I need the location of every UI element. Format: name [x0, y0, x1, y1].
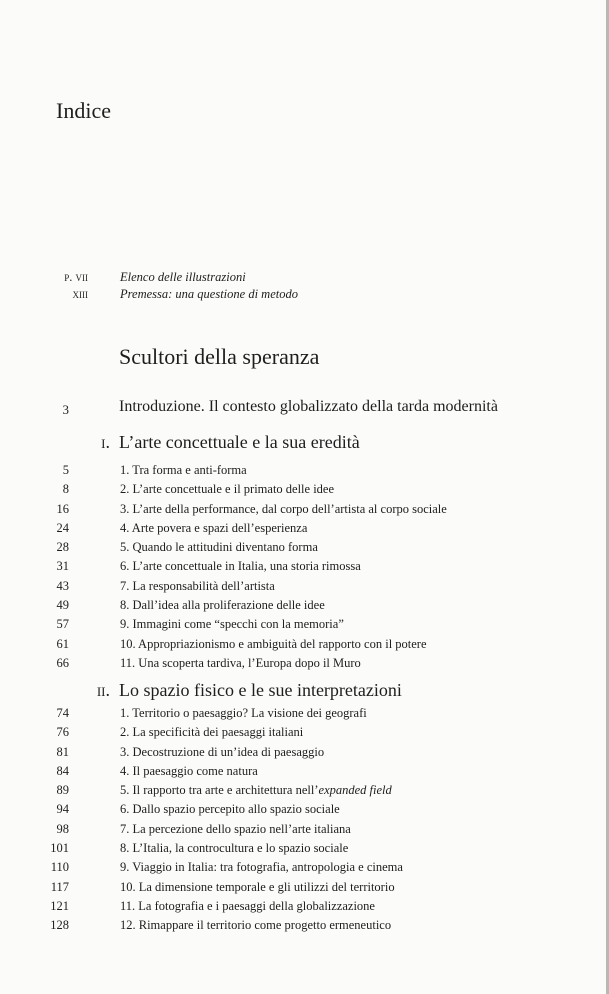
entry-title: [120, 725, 303, 740]
page-number: 121: [50, 898, 69, 913]
toc-entry[interactable]: [0, 859, 609, 878]
entry-title: [120, 521, 307, 536]
front-matter-row[interactable]: [0, 287, 609, 305]
page-number: 8: [62, 482, 69, 497]
entry-title: [120, 880, 395, 895]
toc-entry[interactable]: [0, 481, 609, 500]
entry-title: [120, 559, 361, 574]
page-number: 76: [56, 725, 69, 740]
toc-entry[interactable]: [0, 462, 609, 481]
entry-title-text: 9. Viaggio in Italia: tra fotografia, antropologia e cinema: [120, 860, 403, 875]
page-number: 101: [50, 841, 69, 856]
entry-title: [120, 502, 447, 517]
toc-entry[interactable]: [0, 539, 609, 558]
toc-entry[interactable]: [0, 520, 609, 539]
entry-title-text: 9. Immagini come “specchi con la memoria”: [120, 617, 344, 632]
chapter-title: L’arte concettuale e la sua eredità: [119, 432, 360, 452]
chapter-number: ii.: [96, 680, 110, 700]
page-number: 57: [56, 617, 69, 632]
page-number: 43: [56, 578, 69, 593]
entry-title: [120, 463, 247, 478]
entry-title: Elenco delle illustrazioni: [120, 270, 246, 284]
entry-title-italic: expanded field: [318, 783, 392, 798]
entry-title-text: 3. Decostruzione di un’idea di paesaggio: [120, 744, 325, 759]
entry-title-text: 10. La dimensione temporale e gli utilizzi del territorio: [120, 879, 395, 894]
page-number: 89: [56, 783, 69, 798]
toc-entry[interactable]: [0, 898, 609, 917]
page-number: 128: [50, 918, 69, 933]
entry-title: [120, 598, 325, 613]
entry-title-text: 11. Una scoperta tardiva, l’Europa dopo il Muro: [120, 655, 361, 670]
page-number: 84: [56, 763, 69, 778]
page-number: 98: [56, 821, 69, 836]
entry-title-text: 1. Territorio o paesaggio? La visione dei geografi: [120, 706, 367, 720]
toc-entry[interactable]: [0, 724, 609, 743]
page-number: 81: [56, 744, 69, 759]
chapter-entries: [0, 705, 609, 937]
page-number: 61: [56, 636, 69, 651]
toc-entry[interactable]: [0, 636, 609, 655]
page-number: 31: [56, 559, 69, 574]
entry-title: [120, 764, 258, 779]
page-number: 5: [62, 463, 69, 477]
toc-entry[interactable]: [0, 578, 609, 597]
front-matter-row[interactable]: [0, 270, 609, 288]
toc-entry[interactable]: [0, 782, 609, 801]
page-title: Indice: [56, 98, 111, 123]
entry-title-text: 6. Dallo spazio percepito allo spazio sociale: [120, 802, 340, 817]
toc-entry[interactable]: [0, 744, 609, 763]
toc-entry[interactable]: [0, 879, 609, 898]
toc-entry[interactable]: [0, 917, 609, 936]
entry-title: [120, 617, 344, 632]
entry-title-text: 3. L’arte della performance, dal corpo dell’artista al corpo sociale: [120, 501, 447, 516]
entry-title-text: 10. Appropriazionismo e ambiguità del rapporto con il potere: [120, 636, 427, 651]
chapter-number: i.: [101, 432, 110, 452]
entry-title: [120, 783, 392, 798]
toc-entry[interactable]: [0, 705, 609, 724]
toc-entry[interactable]: [0, 840, 609, 859]
entry-title-text: 7. La responsabilità dell’artista: [120, 578, 275, 593]
entry-title-text: 6. L’arte concettuale in Italia, una storia rimossa: [120, 559, 361, 574]
page-number: 110: [50, 860, 69, 875]
toc-entry[interactable]: [0, 801, 609, 820]
page-number: 49: [56, 598, 69, 613]
entry-title: Premessa: una questione di metodo: [120, 287, 298, 301]
entry-title: [120, 841, 348, 856]
toc-entry[interactable]: [0, 616, 609, 635]
page-number: 94: [56, 802, 69, 817]
entry-title-text: 4. Arte povera e spazi dell’esperienza: [120, 520, 308, 535]
entry-title-text: 5. Quando le attitudini diventano forma: [120, 540, 318, 555]
toc-entry[interactable]: [0, 821, 609, 840]
entry-title-text: 4. Il paesaggio come natura: [120, 763, 258, 778]
page-number: 28: [56, 540, 69, 555]
toc-entry[interactable]: [0, 558, 609, 577]
page-number: 66: [56, 655, 69, 670]
page-number: 74: [56, 706, 69, 720]
page-number: 24: [56, 520, 69, 535]
entry-title-text: 5. Il rapporto tra arte e architettura nell’: [120, 783, 319, 798]
page-number: xiii: [72, 287, 88, 301]
entry-title-text: 1. Tra forma e anti-forma: [120, 463, 247, 477]
entry-title: [120, 802, 340, 817]
entry-title: [120, 706, 367, 721]
entry-title: [120, 482, 334, 497]
toc-entry[interactable]: [0, 655, 609, 674]
chapter-entries: [0, 462, 609, 674]
entry-title: [120, 656, 361, 671]
toc-entry[interactable]: [0, 597, 609, 616]
page-number: 117: [50, 879, 69, 894]
entry-title: [120, 860, 403, 875]
entry-title: [120, 579, 275, 594]
entry-title-text: 8. L’Italia, la controcultura e lo spazio sociale: [120, 841, 349, 856]
entry-title: [120, 637, 427, 652]
entry-title: [120, 918, 391, 933]
page-number: 3: [62, 402, 69, 417]
entry-title-text: 7. La percezione dello spazio nell’arte italiana: [120, 821, 351, 836]
entry-title-text: 2. La specificità dei paesaggi italiani: [120, 725, 304, 740]
page-number: p. vii: [64, 270, 88, 284]
entry-title-text: 12. Rimappare il territorio come progetto ermeneutico: [120, 918, 392, 933]
section-title: Scultori della speranza: [119, 344, 320, 369]
entry-title: [120, 822, 351, 837]
entry-title: [120, 899, 375, 914]
entry-title: [120, 540, 318, 555]
toc-entry[interactable]: [0, 501, 609, 520]
entry-title-text: 8. Dall’idea alla proliferazione delle idee: [120, 598, 325, 613]
page-number: 16: [56, 501, 69, 516]
entry-title-text: 11. La fotografia e i paesaggi della globalizzazione: [120, 898, 375, 913]
toc-entry[interactable]: [0, 763, 609, 782]
entry-title-text: 2. L’arte concettuale e il primato delle idee: [120, 482, 335, 497]
entry-title: Introduzione. Il contesto globalizzato della tarda modernità: [119, 398, 498, 415]
entry-title: [120, 745, 324, 760]
chapter-title: Lo spazio fisico e le sue interpretazioni: [119, 680, 402, 700]
